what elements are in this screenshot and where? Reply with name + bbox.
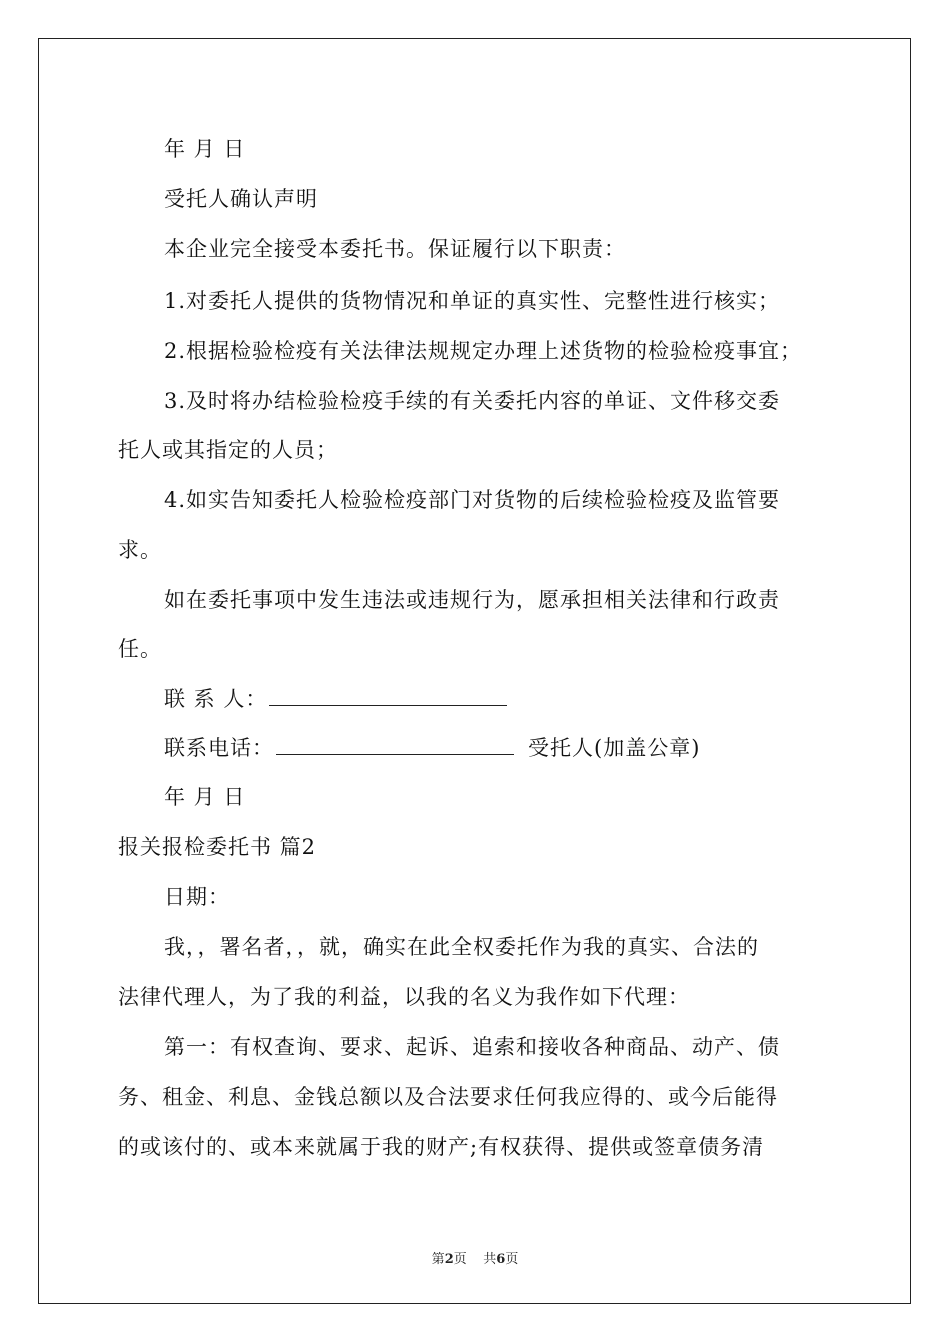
section-heading: 受托人确认声明 bbox=[164, 187, 318, 211]
total-page-number: 6 bbox=[496, 1252, 506, 1267]
trustee-seal-label: 受托人(加盖公章) bbox=[528, 736, 701, 760]
paragraph-line: 任。 bbox=[118, 637, 162, 661]
paragraph-line: 的或该付的、或本来就属于我的财产;有权获得、提供或签章债务清 bbox=[118, 1135, 765, 1159]
paragraph-line: 3.及时将办结检验检疫手续的有关委托内容的单证、文件移交委 bbox=[164, 389, 781, 413]
contact-phone-label: 联系电话： bbox=[164, 736, 274, 760]
contact-phone-blank bbox=[276, 736, 514, 755]
paragraph-line: 务、租金、利息、金钱总额以及合法要求任何我应得的、或今后能得 bbox=[118, 1085, 778, 1109]
paragraph-line: 求。 bbox=[118, 538, 162, 562]
date-label: 日期： bbox=[164, 885, 230, 909]
paragraph-line: 4.如实告知委托人检验检疫部门对货物的后续检验检疫及监管要 bbox=[164, 488, 781, 512]
paragraph-line: 如在委托事项中发生违法或违规行为，愿承担相关法律和行政责 bbox=[164, 588, 780, 612]
page-footer bbox=[0, 1248, 950, 1267]
paragraph-line: 法律代理人，为了我的利益，以我的名义为我作如下代理： bbox=[118, 985, 690, 1009]
paragraph-line: 第一：有权查询、要求、起诉、追索和接收各种商品、动产、债 bbox=[164, 1035, 780, 1059]
contact-person-line bbox=[164, 686, 507, 712]
contact-person-blank bbox=[269, 687, 507, 706]
footer-text: 页 共 bbox=[453, 1252, 497, 1267]
paragraph-line: 我，，署名者，，就，确实在此全权委托作为我的真实、合法的 bbox=[164, 935, 759, 959]
contact-person-label: 联 系 人： bbox=[164, 687, 268, 711]
contact-phone-line bbox=[164, 735, 700, 761]
paragraph-line: 托人或其指定的人员； bbox=[118, 438, 338, 462]
current-page-number: 2 bbox=[444, 1252, 454, 1267]
footer-text: 第 bbox=[431, 1252, 445, 1267]
footer-text: 页 bbox=[505, 1252, 519, 1267]
page-border bbox=[38, 38, 911, 1304]
paragraph-line: 本企业完全接受本委托书。保证履行以下职责： bbox=[164, 237, 626, 261]
date-line: 年 月 日 bbox=[164, 137, 246, 161]
paragraph-line: 1.对委托人提供的货物情况和单证的真实性、完整性进行核实； bbox=[164, 289, 781, 313]
paragraph-line: 2.根据检验检疫有关法律法规规定办理上述货物的检验检疫事宜； bbox=[164, 339, 803, 363]
date-line: 年 月 日 bbox=[164, 785, 246, 809]
section-title: 报关报检委托书 篇2 bbox=[118, 835, 317, 859]
